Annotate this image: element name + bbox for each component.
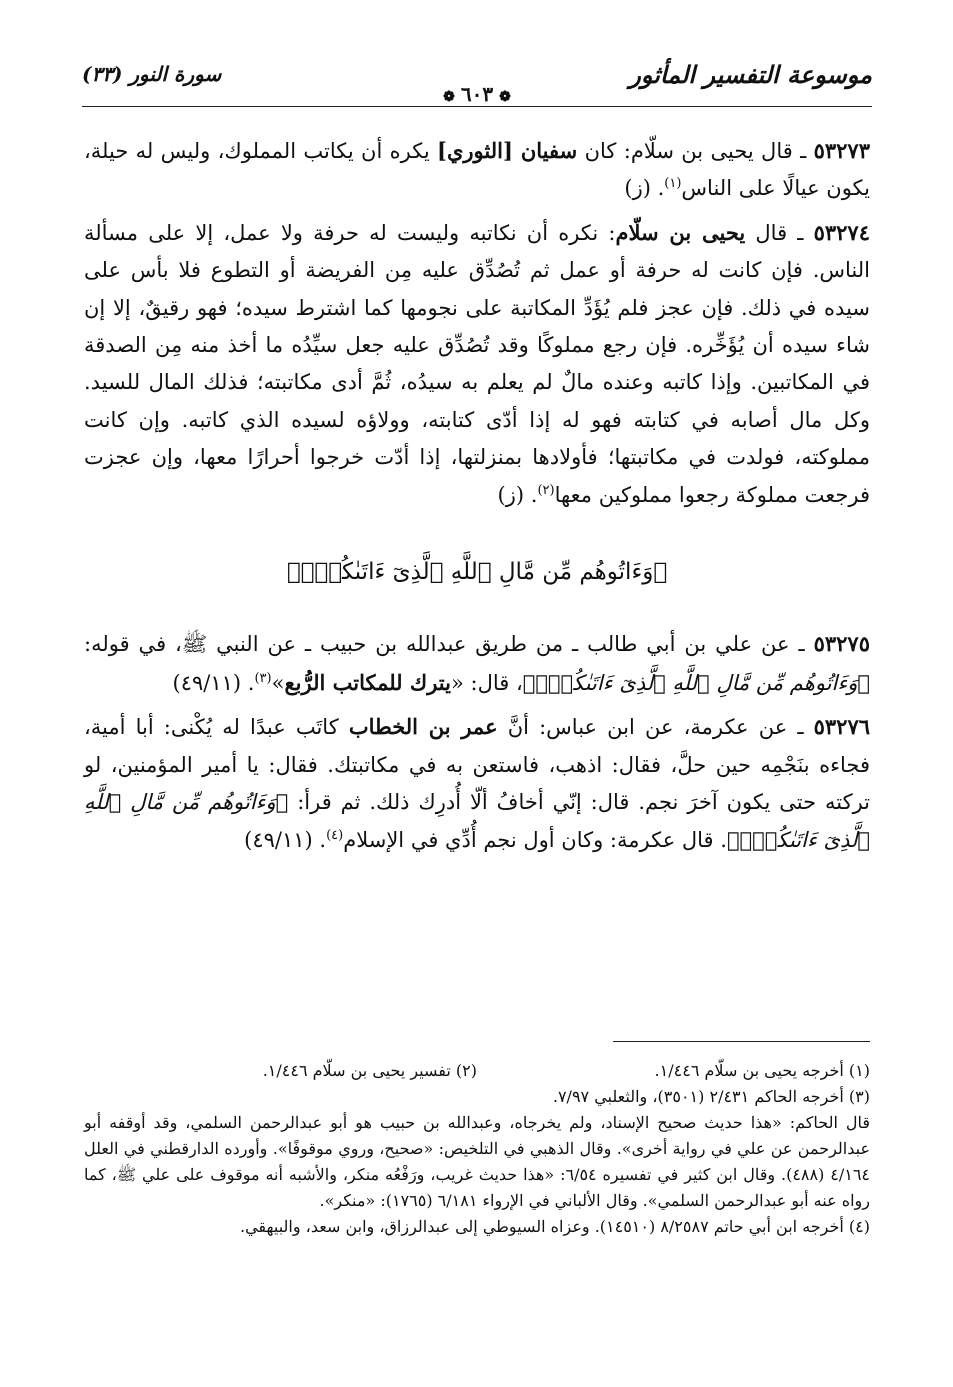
paragraph-number: ٥٣٢٧٤ <box>813 219 870 245</box>
footnote-divider <box>613 1041 870 1042</box>
text-run: : نكره أن نكاتبه وليست له حرفة ولا عمل، إلا على مسألة الناس. فإن كانت له حرفة أو عمل ثم تُصُدِّق عليه مِن الفريضة أو التطوع فلا بأس على سيده في ذلك. فإن عجز فلم يُؤَدِّ المكاتبة على نجومها كما اشترط سيده؛ فهو رقيقٌ، إلا إن شاء سيده أن يُؤَخِّره. فإن رجع مملوكًا وقد تُصُدِّق عليه جعل سيِّدُه ما أخذ منه مِن الصدقة في المكاتبين. وإذا كاتبه وعنده مالٌ لم يعلم به سيدُه، ثُمَّ أدى مكاتبته؛ فذلك المال للسيد. وكل مال أصابه في كتابته فهو له إذا أدّى كتابته، وولاؤه لسيده الذي كاتبه. وإن كانت مملوكته، فولدت في مكاتبتها؛ فأولادها بمنزلتها، إذا أدّت خرجوا أحرارًا معها، وإن عجزت فرجعت مملوكة رجعوا مملوكين معها <box>84 220 870 507</box>
footnotes <box>84 1058 870 1240</box>
text-run: » <box>271 670 285 695</box>
footnote-3-detail: قال الحاكم: «هذا حديث صحيح الإسناد، ولم يخرجاه، وعبدالله بن حبيب هو أبو عبدالرحمن السلمي، وقد أوقفه أبو عبدالرحمن عن علي في رواية أخرى». وقال الذهبي في التلخيص: «صحيح، وروي موقوفًا». وأورده الدارقطني في العلل ٤/١٦٤ (٤٨٨). وقال ابن كثير في تفسيره ٦/٥٤: «هذا حديث غريب، ورَفْعُه منكر، والأشبه أنه موقوف على علي ﷺ، كما رواه عنه أبو عبدالرحمن السلمي». وقال الألباني في الإرواء ٦/١٨١ (١٧٦٥): «منكر». <box>84 1113 871 1210</box>
text-run: . (٤٩/١١) <box>172 670 255 695</box>
paragraph-number: ٥٣٢٧٦ <box>813 714 871 740</box>
footnote-2: (٢) تفسير يحيى بن سلّام ١/٤٤٦. <box>262 1061 477 1080</box>
main-text <box>84 132 870 865</box>
footnote-ref: (٤) <box>326 827 344 843</box>
text-run: يكره أن يكاتب المملوك، وليس له حيلة، يكون عيالًا على الناس <box>84 139 870 201</box>
footnote-ref: (١) <box>664 176 682 192</box>
paragraph-group-1 <box>84 132 870 514</box>
footnote-3: (٣) أخرجه الحاكم ٢/٤٣١ (٣٥٠١)، والثعلبي ٧/٩٧. <box>552 1087 870 1106</box>
footnote-ref: (٣) <box>254 670 272 686</box>
text-run: . (ز) <box>624 176 665 201</box>
footnote-4: (٤) أخرجه ابن أبي حاتم ٨/٢٥٨٧ (١٤٥١٠). وعزاه السيوطي إلى عبدالرزاق، وابن سعد، والبيهقي. <box>239 1217 870 1236</box>
text-run: . (ز) <box>497 482 538 507</box>
paragraph-number: ٥٣٢٧٥ <box>813 631 870 657</box>
text-run: ـ قال <box>745 220 814 245</box>
book-title: موسوعة التفسير المأثور <box>629 60 872 89</box>
paragraph-number: ٥٣٢٧٣ <box>813 138 870 163</box>
bold-name: يحيى بن سلّام <box>615 219 746 245</box>
bold-name: سفيان [الثوري] <box>437 138 578 163</box>
ayah-heading: ﴿وَءَاتُوهُم مِّن مَّالِ ٱللَّهِ ٱلَّذِىٓ ءَاتَىٰكُمْۚ﴾ <box>286 559 668 586</box>
text-run: ، قال: « <box>450 670 523 695</box>
paragraph <box>84 625 870 702</box>
quran-quote: ﴿وَءَاتُوهُم مِّن مَّالِ ٱللَّهِ ٱلَّذِىٓ ءَاتَىٰكُمْۚ﴾ <box>84 790 870 852</box>
header-divider <box>82 106 872 107</box>
footnote-ref: (٢) <box>537 482 555 498</box>
text-run: . (٤٩/١١) <box>244 827 327 852</box>
quran-quote: ﴿وَءَاتُوهُم مِّن مَّالِ ٱللَّهِ ٱلَّذِىٓ ءَاتَىٰكُمْۚ﴾ <box>522 670 870 695</box>
paragraph <box>84 214 870 514</box>
paragraph <box>84 708 870 859</box>
ornament-icon: ❁ <box>499 89 511 105</box>
text-run: ـ عن عكرمة، عن ابن عباس: أنَّ <box>497 715 814 740</box>
bold-name: عمر بن الخطاب <box>348 714 498 740</box>
footnote-row-1 <box>84 1058 870 1084</box>
page-number: ٦٠٣ <box>460 82 494 106</box>
surah-title: سورة النور (٣٣) <box>82 62 222 86</box>
text-run: . قال عكرمة: وكان أول نجم أُدِّي في الإسلام <box>343 827 727 852</box>
ornament-icon: ❁ <box>443 89 455 105</box>
bold-name: يترك للمكاتب الرُّبع <box>284 669 451 695</box>
paragraph <box>84 132 870 208</box>
text-run: ـ قال يحيى بن سلّام: كان <box>577 139 814 163</box>
text-run: ـ عن علي بن أبي طالب ـ من طريق عبدالله بن حبيب ـ عن النبي ﷺ، في قوله: <box>84 632 814 657</box>
page-header <box>82 60 872 106</box>
footnote-1: (١) أخرجه يحيى بن سلّام ١/٤٤٦. <box>654 1061 870 1080</box>
text-run: كاتَب عبدًا له يُكْنى: أبا أمية، فجاءه بنَجْمِه حين حلَّ، فقال: اذهب، فاستعن به في مكاتبتك. فقال: يا أمير المؤمنين، لو تركته حتى يكون آخرَ نجم. قال: إنّي أخافُ ألّا أُدرِك ذلك. ثم قرأ: <box>84 715 870 815</box>
page-number-block <box>82 82 872 106</box>
paragraph-group-2 <box>84 625 870 858</box>
